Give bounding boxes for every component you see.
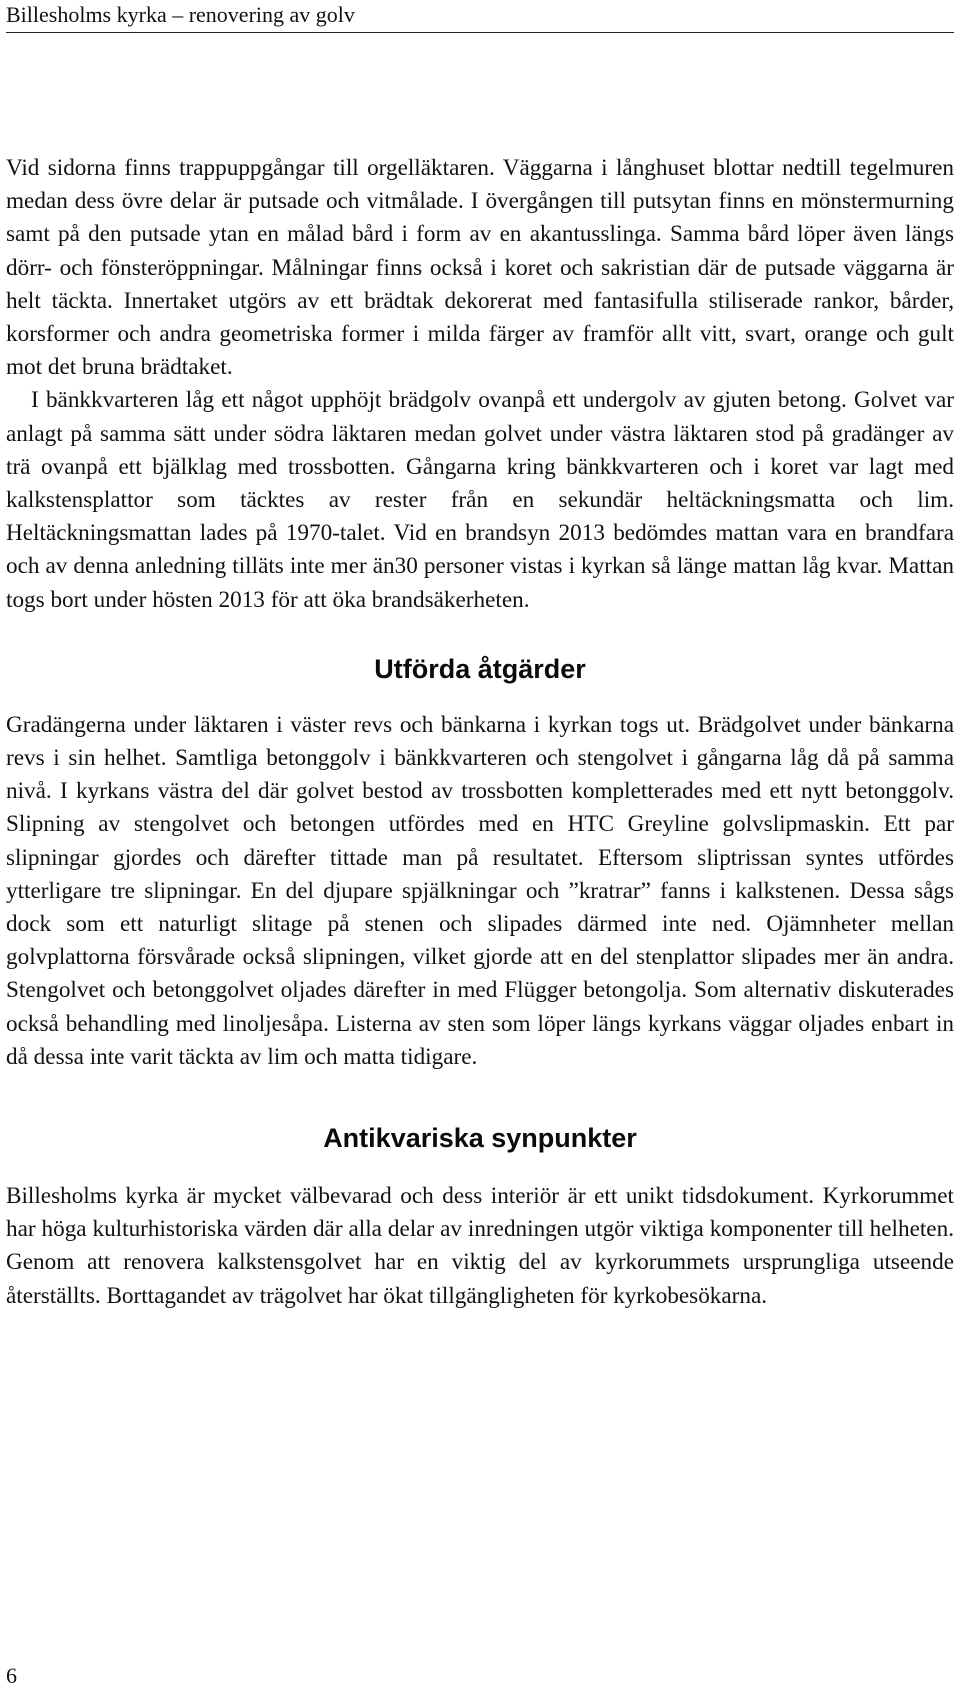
intro-paragraph-2: I bänkkvarteren låg ett något upphöjt brädgolv ovanpå ett undergolv av gjuten betong. Golvet var anlagt på samma sätt under södra läktaren medan golvet under västra läktaren stod på gradänger av trä ovanpå ett bjälklag med trossbotten. Gångarna kring bänkkvarteren och i koret var lagt med kalkstensplattor som täcktes av rester från en sekundär heltäckningsmatta och lim. Heltäckningsmattan lades på 1970-talet. Vid en brandsyn 2013 bedömdes mattan vara en brandfara och av denna anledning tilläts inte mer än30 personer vistas i kyrkan så länge mattan låg kvar. Mattan togs bort under hösten 2013 för att öka brandsäkerheten.: [6, 387, 954, 613]
document-body: [6, 152, 954, 1313]
antiquarian-paragraph: Billesholms kyrka är mycket välbevarad och dess interiör är ett unikt tidsdokument. Kyrkorummet har höga kulturhistoriska värden där alla delar av inredningen utgör viktiga komponenter till helheten. Genom att renovera kalkstensgolvet har en viktig del av kyrkorummets ursprungliga utseende återställts. Borttagandet av trägolvet har ökat tillgängligheten för kyrkobesökarna.: [6, 1183, 954, 1309]
running-header: Billesholms kyrka – renovering av golv: [6, 0, 954, 33]
section-heading-actions: Utförda åtgärder: [374, 653, 586, 684]
intro-paragraph-1: Vid sidorna finns trappuppgångar till orgelläktaren. Väggarna i långhuset blottar nedtill tegelmuren medan dess övre delar är putsade och vitmålade. I övergången till putsytan finns en mönstermurning samt på den putsade ytan en målad bård i form av en akantusslinga. Samma bård löper även längs dörr- och fönsteröppningar. Målningar finns också i koret och sakristian där de putsade väggarna är helt täckta. Innertaket utgörs av ett brädtak dekorerat med fantasifulla stiliserade rankor, bårder, korsformer och andra geometriska former i milda färger av framför allt vitt, svart, orange och gult mot det bruna brädtaket.: [6, 155, 954, 381]
page-number: 6: [6, 1663, 17, 1688]
section-heading-antiquarian: Antikvariska synpunkter: [323, 1123, 637, 1154]
actions-paragraph: Gradängerna under läktaren i väster revs och bänkarna i kyrkan togs ut. Brädgolvet under bänkarna revs i sin helhet. Samtliga betonggolv i bänkkvarteren och stengolvet i gångarna låg då på samma nivå. I kyrkans västra del där golvet bestod av trossbotten kompletterades med ett nytt betonggolv. Slipning av stengolvet och betongen utfördes med en HTC Greyline golvslipmaskin. Ett par slipningar gjordes och därefter tittade man på resultatet. Eftersom sliptrissan syntes utfördes ytterligare tre slipningar. En del djupare spjälkningar och ”kratrar” fanns i kalkstenen. Dessa sågs dock som ett naturligt slitage på stenen och slipades därmed inte ned. Ojämnheter mellan golvplattorna försvårade också slipningen, vilket gjorde att en del stenplattor slipades mer än andra. Stengolvet och betonggolvet oljades därefter in med Flügger betongolja. Som alternativ diskuterades också behandling med linoljesåpa. Listerna av sten som löper längs kyrkans väggar oljades enbart in då dessa inte varit täckta av lim och matta tidigare.: [6, 711, 954, 1070]
